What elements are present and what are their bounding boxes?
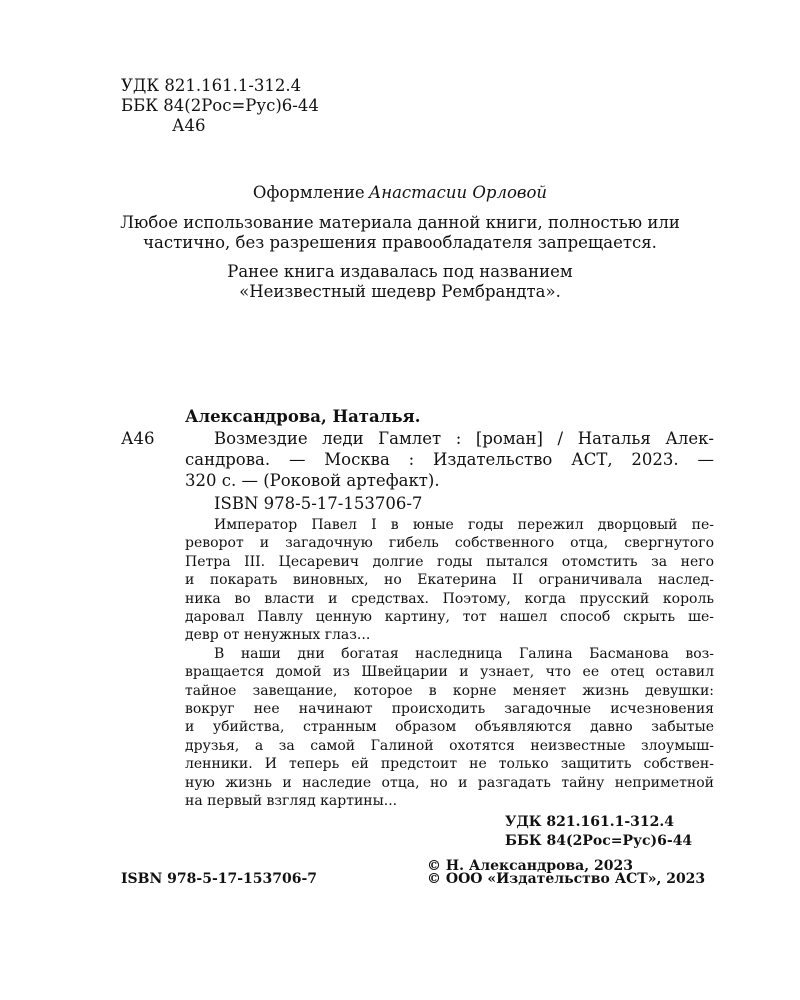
catalog-description-line-3: 320 с. — (Роковой артефакт). xyxy=(185,471,440,490)
previous-title-line-1: Ранее книга издавалась под названием xyxy=(227,262,573,281)
bottom-bbk-code: ББК 84(2Рос=Рус)6-44 xyxy=(505,833,693,849)
copyright-notice-line-2: частично, без разрешения правообладателя запрещается. xyxy=(143,233,657,252)
bottom-udk-code: УДК 821.161.1-312.4 xyxy=(505,814,675,830)
author-mark: А46 xyxy=(172,116,206,135)
annotation-p2-line-8: ную жизнь и наследие отца, но и разгадать тайну неприметной xyxy=(185,774,714,791)
catalog-isbn: ISBN 978-5-17-153706-7 xyxy=(214,494,423,513)
annotation-p2-line-5: и убийства, странным образом объявляются давно забытые xyxy=(185,719,714,736)
copyright-notice-line-1: Любое использование материала данной книги, полностью или xyxy=(120,213,680,232)
annotation-p2-line-9: на первый взгляд картины... xyxy=(185,793,398,809)
annotation-p1-line-1: Император Павел I в юные годы пережил дворцовый пе- xyxy=(214,517,714,533)
annotation-p1-line-6: даровал Павлу ценную картину, тот нашел способ скрыть ше- xyxy=(185,609,714,625)
catalog-description-line-1: Возмездие леди Гамлет : [роман] / Наталья Алек- xyxy=(214,429,714,448)
annotation-p2-line-6: друзья, а за самой Галиной охотятся неизвестные злоумыш- xyxy=(185,737,714,754)
design-credit xyxy=(0,183,800,203)
annotation-p1-line-3: Петра III. Цесаревич долгие годы пытался отомстить за него xyxy=(185,553,714,570)
annotation-p2-line-1: В наши дни богатая наследница Галина Басманова воз- xyxy=(214,645,714,662)
design-prefix: Оформление xyxy=(252,183,365,202)
udk-code: УДК 821.161.1-312.4 xyxy=(121,76,302,95)
annotation-p2-line-7: ленники. И теперь ей предстоит не только защитить собствен- xyxy=(185,756,714,773)
catalog-description-line-2: сандрова. — Москва : Издательство АСТ, 2023. — xyxy=(185,450,714,469)
annotation-p1-line-4: и покарать виновных, но Екатерина II ограничивала наслед- xyxy=(185,572,714,589)
annotation-p1-line-2: реворот и загадочную гибель собственного отца, свергнутого xyxy=(185,535,714,552)
previous-title-line-2: «Неизвестный шедевр Рембрандта». xyxy=(239,282,561,301)
catalog-mark: А46 xyxy=(121,429,155,448)
annotation-p2-line-2: вращается домой из Швейцарии и узнает, что ее отец оставил xyxy=(185,664,714,681)
copyright-publisher: © ООО «Издательство АСТ», 2023 xyxy=(427,871,706,887)
footer-isbn: ISBN 978-5-17-153706-7 xyxy=(121,871,318,887)
annotation-p2-line-3: тайное завещание, которое в корне меняет жизнь девушки: xyxy=(185,682,714,699)
annotation-p2-line-4: вокруг нее начинают происходить загадочные исчезновения xyxy=(185,701,714,717)
annotation-p1-line-5: ника во власти и средствах. Поэтому, когда прусский король xyxy=(185,590,714,607)
annotation-p1-line-7: девр от ненужных глаз... xyxy=(185,627,371,644)
copyright-author: © Н. Александрова, 2023 xyxy=(427,858,633,874)
designer-name: Анастасии Орловой xyxy=(368,183,548,202)
catalog-author: Александрова, Наталья. xyxy=(185,407,421,426)
bbk-code: ББК 84(2Рос=Рус)6-44 xyxy=(121,96,319,115)
